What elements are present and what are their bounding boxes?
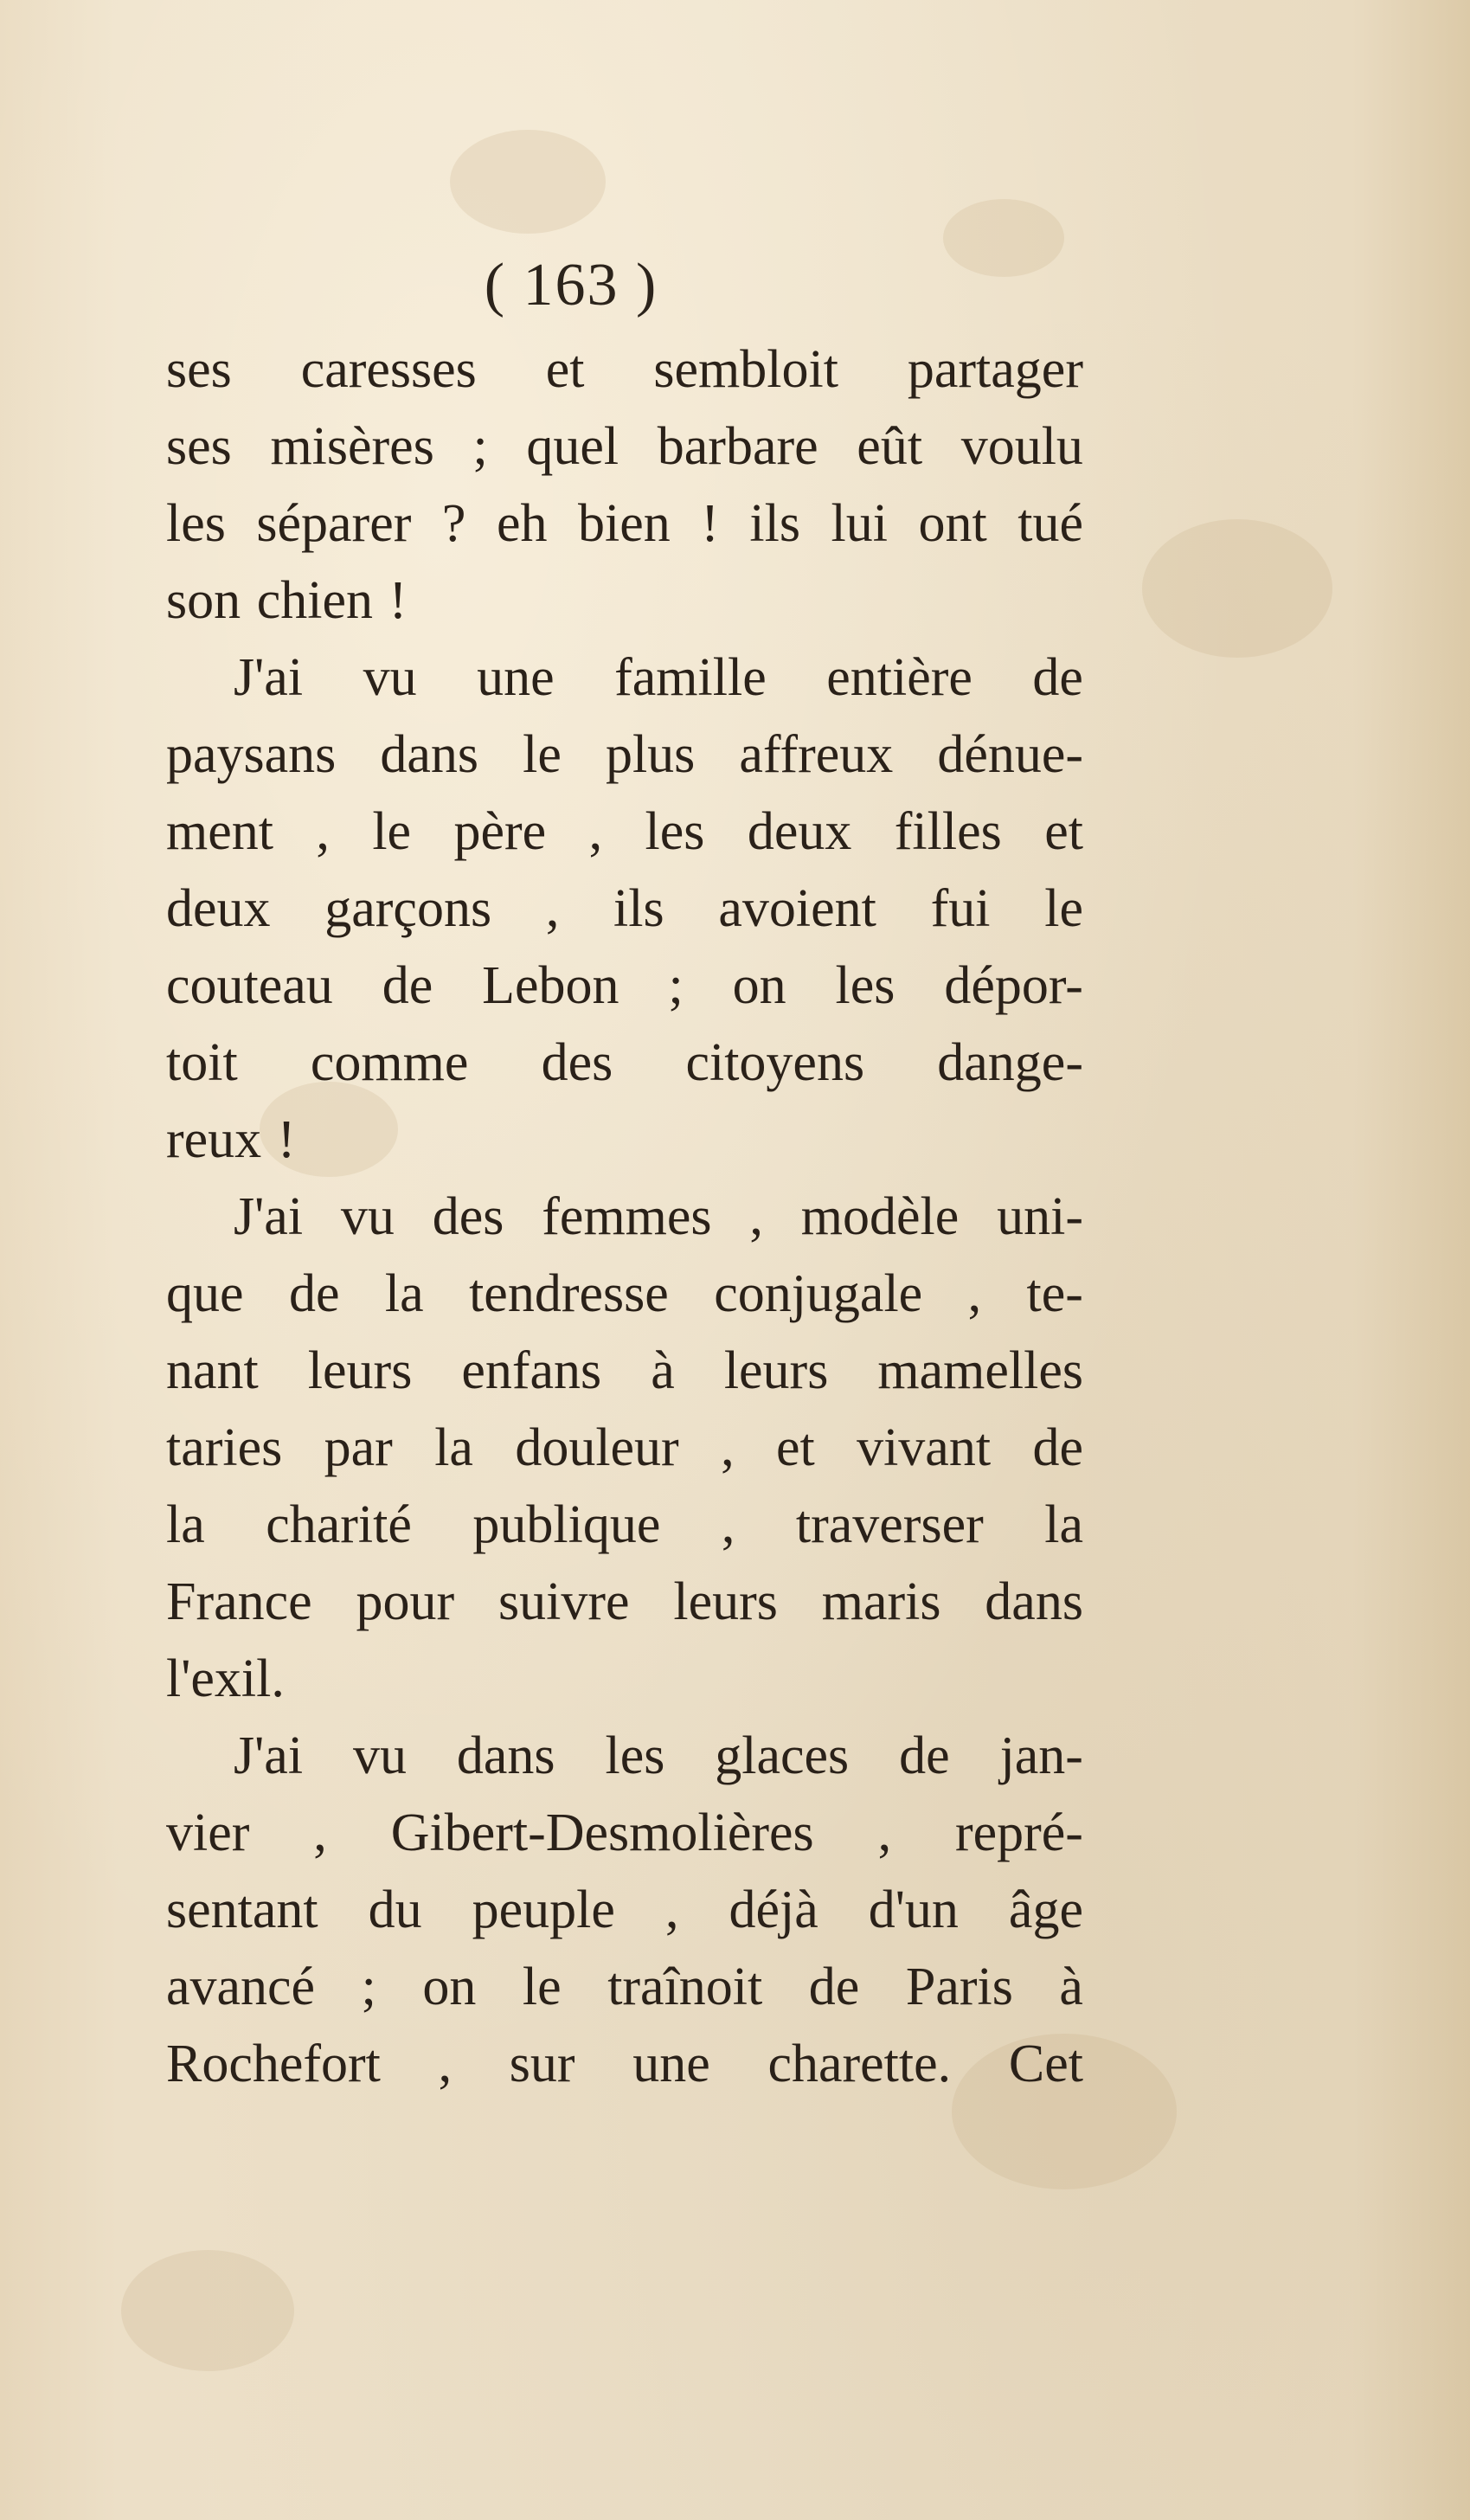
word: repré-: [954, 1803, 1083, 1862]
word: père: [453, 802, 547, 861]
word: dans: [985, 1572, 1083, 1631]
word: filles: [894, 802, 1002, 861]
word: Lebon: [482, 956, 619, 1015]
word: ;: [472, 417, 488, 476]
word: que: [166, 1264, 244, 1323]
word: sur: [509, 2035, 575, 2093]
word: nant: [166, 1341, 259, 1400]
word: du: [368, 1880, 422, 1939]
word: dénue-: [937, 725, 1083, 784]
word: vu: [352, 1726, 407, 1785]
body-text: [166, 331, 1083, 2103]
word: ils: [749, 494, 801, 553]
word: le: [523, 725, 562, 784]
word: !: [388, 571, 408, 630]
text-line: [166, 1179, 1083, 1256]
word: vier: [166, 1803, 250, 1862]
word: et: [775, 1418, 815, 1477]
word: sembloit: [653, 340, 838, 399]
word: le: [372, 802, 412, 861]
text-line: [166, 408, 1083, 485]
word: sentant: [166, 1880, 318, 1939]
word: leurs: [723, 1341, 829, 1400]
word: garçons: [324, 879, 492, 938]
word: leurs: [673, 1572, 778, 1631]
word: dans: [380, 725, 479, 784]
word: on: [732, 956, 786, 1015]
word: toit: [166, 1033, 238, 1092]
word: enfans: [461, 1341, 602, 1400]
word: partager: [907, 340, 1083, 399]
word: France: [166, 1572, 312, 1631]
word: Gibert-Desmolières: [390, 1803, 814, 1862]
word: plus: [605, 725, 696, 784]
text-line: [166, 948, 1083, 1025]
word: charette.: [767, 2035, 952, 2093]
word: eh: [496, 494, 548, 553]
word: tué: [1017, 494, 1083, 553]
word: ment: [166, 802, 273, 861]
text-line: [166, 1333, 1083, 1410]
word: de: [1032, 648, 1083, 707]
text-line: [166, 1795, 1083, 1872]
text-line: [166, 2026, 1083, 2103]
word: dans: [456, 1726, 555, 1785]
word: le: [522, 1958, 562, 2016]
word: Paris: [905, 1958, 1013, 2016]
word: !: [701, 494, 719, 553]
word: suivre: [498, 1572, 630, 1631]
word: bien: [577, 494, 671, 553]
word: vivant: [857, 1418, 992, 1477]
word: voulu: [960, 417, 1083, 476]
word: son: [166, 571, 241, 630]
word: ont: [918, 494, 987, 553]
text-line: [166, 1564, 1083, 1641]
word: misères: [270, 417, 434, 476]
paper-stain: [1142, 519, 1332, 658]
word: âge: [1008, 1880, 1083, 1939]
text-line: [166, 1102, 1083, 1179]
word: ils: [613, 879, 664, 938]
word: quel: [526, 417, 619, 476]
text-line: [166, 1872, 1083, 1949]
word: la: [1044, 1495, 1083, 1554]
word: chien: [256, 571, 373, 630]
word: te-: [1026, 1264, 1083, 1323]
word: ,: [313, 1803, 327, 1862]
paper-stain: [450, 130, 606, 234]
word: ,: [664, 1880, 679, 1939]
text-line: [166, 485, 1083, 562]
word: vu: [340, 1187, 395, 1246]
word: couteau: [166, 956, 333, 1015]
word: paysans: [166, 725, 337, 784]
word: ,: [967, 1264, 982, 1323]
word: par: [324, 1418, 393, 1477]
text-line: [166, 1641, 1083, 1718]
word: Cet: [1008, 2035, 1083, 2093]
word: glaces: [715, 1726, 850, 1785]
word: peuple: [472, 1880, 615, 1939]
word: jan-: [999, 1726, 1083, 1785]
word: la: [434, 1418, 473, 1477]
word: la: [384, 1264, 424, 1323]
text-line: [166, 1949, 1083, 2026]
word: de: [808, 1958, 860, 2016]
word: séparer: [256, 494, 412, 553]
text-line: [166, 1256, 1083, 1333]
word: publique: [472, 1495, 661, 1554]
word: des: [541, 1033, 613, 1092]
word: douleur: [515, 1418, 679, 1477]
word: tendresse: [469, 1264, 669, 1323]
word: deux: [747, 802, 852, 861]
word: barbare: [657, 417, 818, 476]
word: maris: [821, 1572, 941, 1631]
word: lui: [831, 494, 888, 553]
word: des: [432, 1187, 504, 1246]
word: ,: [438, 2035, 453, 2093]
text-line: [166, 562, 1083, 640]
word: !: [277, 1110, 296, 1169]
word: uni-: [997, 1187, 1083, 1246]
word: et: [545, 340, 585, 399]
word: ,: [721, 1495, 735, 1554]
word: caresses: [300, 340, 477, 399]
word: fui: [930, 879, 991, 938]
word: de: [899, 1726, 950, 1785]
word: avancé: [166, 1958, 316, 2016]
word: de: [1032, 1418, 1083, 1477]
word: citoyens: [685, 1033, 865, 1092]
word: les: [166, 494, 226, 553]
word: ,: [545, 879, 560, 938]
text-line: [166, 1025, 1083, 1102]
word: J'ai: [234, 1726, 304, 1785]
word: ses: [166, 417, 232, 476]
word: leurs: [307, 1341, 413, 1400]
word: traînoit: [607, 1958, 763, 2016]
word: famille: [614, 648, 767, 707]
text-line: [166, 871, 1083, 948]
word: conjugale: [714, 1264, 923, 1323]
word: reux: [166, 1110, 262, 1169]
text-line: [166, 717, 1083, 794]
word: dépor-: [944, 956, 1083, 1015]
word: femmes: [542, 1187, 712, 1246]
word: affreux: [739, 725, 894, 784]
word: et: [1044, 802, 1083, 861]
word: ?: [441, 494, 466, 553]
word: les: [645, 802, 705, 861]
word: J'ai: [234, 1187, 304, 1246]
word: les: [605, 1726, 665, 1785]
word: entière: [826, 648, 973, 707]
word: Rochefort: [166, 2035, 381, 2093]
word: vu: [363, 648, 417, 707]
word: ,: [877, 1803, 892, 1862]
word: modèle: [800, 1187, 960, 1246]
word: comme: [310, 1033, 469, 1092]
word: avoient: [718, 879, 876, 938]
word: dange-: [937, 1033, 1083, 1092]
word: les: [835, 956, 895, 1015]
paper-stain: [121, 2250, 294, 2371]
word: une: [477, 648, 555, 707]
text-line: [166, 794, 1083, 871]
word: déjà: [729, 1880, 818, 1939]
word: la: [166, 1495, 205, 1554]
text-line: [166, 1410, 1083, 1487]
word: ;: [361, 1958, 376, 2016]
word: le: [1044, 879, 1083, 938]
word: à: [651, 1341, 675, 1400]
text-line: [166, 1487, 1083, 1564]
word: J'ai: [234, 648, 304, 707]
word: ,: [588, 802, 603, 861]
word: mamelles: [877, 1341, 1083, 1400]
word: ,: [316, 802, 330, 861]
word: deux: [166, 879, 271, 938]
word: pour: [356, 1572, 455, 1631]
word: de: [382, 956, 433, 1015]
word: ;: [668, 956, 684, 1015]
text-line: [166, 640, 1083, 717]
word: d'un: [868, 1880, 959, 1939]
word: eût: [857, 417, 923, 476]
word: charité: [266, 1495, 412, 1554]
page-number-header: ( 163 ): [484, 252, 658, 318]
word: ,: [749, 1187, 763, 1246]
word: traverser: [795, 1495, 984, 1554]
text-line: [166, 1718, 1083, 1795]
word: ses: [166, 340, 232, 399]
word: taries: [166, 1418, 283, 1477]
word: l'exil.: [166, 1649, 285, 1708]
word: à: [1059, 1958, 1083, 2016]
word: ,: [721, 1418, 735, 1477]
word: de: [288, 1264, 340, 1323]
word: une: [632, 2035, 710, 2093]
word: on: [422, 1958, 477, 2016]
text-line: [166, 331, 1083, 408]
